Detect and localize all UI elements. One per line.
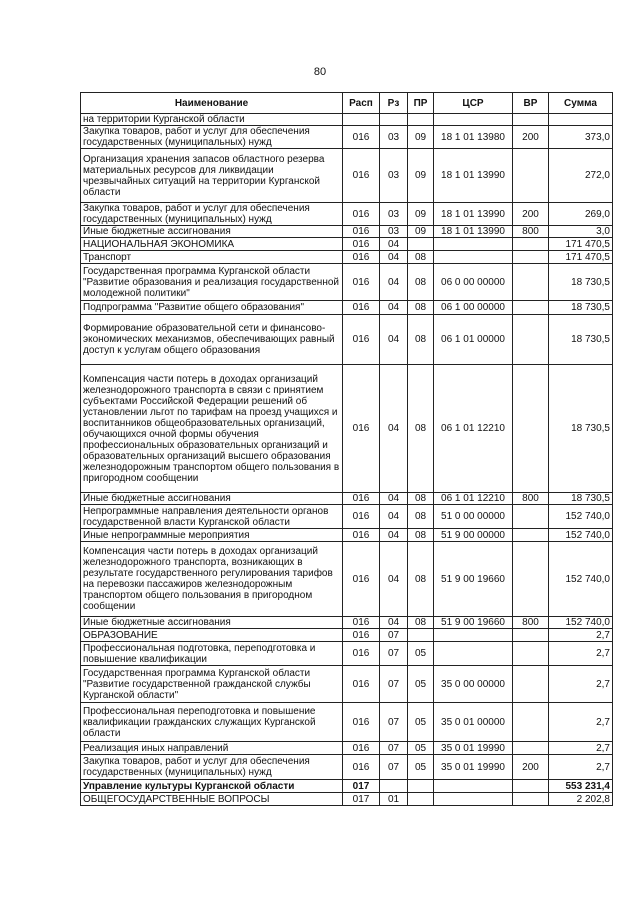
cell-csr <box>434 780 513 793</box>
cell-csr: 51 0 00 00000 <box>434 505 513 529</box>
cell-pr: 08 <box>408 365 434 493</box>
cell-name: Подпрограмма "Развитие общего образования" <box>81 301 343 315</box>
header-vr: ВР <box>513 93 549 114</box>
cell-vr <box>513 114 549 126</box>
cell-sum: 18 730,5 <box>549 365 613 493</box>
table-header-row <box>81 93 613 114</box>
cell-vr <box>513 542 549 617</box>
cell-sum: 2,7 <box>549 755 613 780</box>
cell-rasp: 016 <box>343 703 380 742</box>
cell-pr: 09 <box>408 226 434 238</box>
cell-rz: 07 <box>380 629 408 642</box>
cell-rasp: 016 <box>343 642 380 666</box>
table-row <box>81 251 613 264</box>
cell-vr <box>513 780 549 793</box>
cell-rasp: 016 <box>343 505 380 529</box>
cell-rz: 07 <box>380 666 408 703</box>
cell-vr <box>513 793 549 806</box>
table-row <box>81 238 613 251</box>
table-row <box>81 742 613 755</box>
table-row <box>81 114 613 126</box>
cell-pr <box>408 793 434 806</box>
cell-csr <box>434 642 513 666</box>
cell-csr: 35 0 01 19990 <box>434 755 513 780</box>
cell-pr: 05 <box>408 703 434 742</box>
cell-pr: 08 <box>408 493 434 505</box>
cell-rz: 04 <box>380 238 408 251</box>
cell-csr: 35 0 00 00000 <box>434 666 513 703</box>
cell-pr: 09 <box>408 126 434 149</box>
cell-pr <box>408 780 434 793</box>
cell-pr: 08 <box>408 542 434 617</box>
cell-vr <box>513 505 549 529</box>
cell-sum: 272,0 <box>549 149 613 203</box>
budget-table <box>80 92 613 806</box>
table-row <box>81 629 613 642</box>
cell-rasp: 016 <box>343 301 380 315</box>
header-pr: ПР <box>408 93 434 114</box>
cell-rz: 07 <box>380 642 408 666</box>
page-number: 80 <box>313 66 327 78</box>
cell-rz: 04 <box>380 365 408 493</box>
cell-csr: 18 1 01 13990 <box>434 203 513 226</box>
cell-csr: 06 0 00 00000 <box>434 264 513 301</box>
cell-rz: 04 <box>380 505 408 529</box>
cell-name: Управление культуры Курганской области <box>81 780 343 793</box>
table-row <box>81 264 613 301</box>
cell-name: Иные бюджетные ассигнования <box>81 493 343 505</box>
table-row <box>81 617 613 629</box>
table-row <box>81 642 613 666</box>
cell-name: Профессиональная переподготовка и повышение квалификации гражданских служащих Курганской области <box>81 703 343 742</box>
cell-pr: 08 <box>408 617 434 629</box>
cell-pr: 09 <box>408 149 434 203</box>
cell-vr <box>513 666 549 703</box>
cell-sum: 171 470,5 <box>549 251 613 264</box>
cell-rasp: 016 <box>343 542 380 617</box>
cell-rz: 07 <box>380 755 408 780</box>
cell-sum: 269,0 <box>549 203 613 226</box>
cell-csr: 06 1 01 12210 <box>434 493 513 505</box>
cell-name: Формирование образовательной сети и финансово-экономических механизмов, обеспечивающих равный доступ к услугам общего образования <box>81 315 343 365</box>
cell-rasp: 016 <box>343 251 380 264</box>
header-rasp: Расп <box>343 93 380 114</box>
cell-csr: 51 9 00 00000 <box>434 529 513 542</box>
cell-pr: 05 <box>408 642 434 666</box>
cell-csr <box>434 114 513 126</box>
cell-csr <box>434 793 513 806</box>
table-row <box>81 703 613 742</box>
cell-name: Закупка товаров, работ и услуг для обеспечения государственных (муниципальных) нужд <box>81 755 343 780</box>
cell-pr: 05 <box>408 755 434 780</box>
table-row <box>81 301 613 315</box>
cell-vr <box>513 742 549 755</box>
cell-name: Иные бюджетные ассигнования <box>81 617 343 629</box>
cell-vr <box>513 629 549 642</box>
cell-name: Государственная программа Курганской области "Развитие образования и реализация государственной молодежной политики" <box>81 264 343 301</box>
cell-csr: 35 0 01 00000 <box>434 703 513 742</box>
cell-rasp: 016 <box>343 238 380 251</box>
cell-rz: 07 <box>380 742 408 755</box>
cell-rasp: 016 <box>343 226 380 238</box>
cell-csr: 06 1 00 00000 <box>434 301 513 315</box>
cell-pr: 08 <box>408 505 434 529</box>
cell-rz: 04 <box>380 301 408 315</box>
header-csr: ЦСР <box>434 93 513 114</box>
cell-name: Государственная программа Курганской области "Развитие государственной гражданской службы Курганской области" <box>81 666 343 703</box>
cell-csr: 06 1 01 12210 <box>434 365 513 493</box>
cell-csr: 18 1 01 13980 <box>434 126 513 149</box>
cell-sum: 18 730,5 <box>549 264 613 301</box>
cell-rasp: 016 <box>343 264 380 301</box>
cell-vr <box>513 264 549 301</box>
cell-rz: 04 <box>380 542 408 617</box>
cell-vr: 200 <box>513 126 549 149</box>
table-row <box>81 505 613 529</box>
cell-rz: 07 <box>380 703 408 742</box>
cell-vr: 200 <box>513 755 549 780</box>
cell-rasp: 016 <box>343 617 380 629</box>
cell-name: Иные непрограммные мероприятия <box>81 529 343 542</box>
cell-csr <box>434 238 513 251</box>
table-row <box>81 666 613 703</box>
table-body <box>81 114 613 806</box>
cell-sum: 152 740,0 <box>549 617 613 629</box>
table-row <box>81 365 613 493</box>
cell-sum: 18 730,5 <box>549 315 613 365</box>
cell-vr <box>513 251 549 264</box>
cell-rasp: 016 <box>343 149 380 203</box>
cell-rasp: 016 <box>343 629 380 642</box>
cell-rasp: 016 <box>343 666 380 703</box>
cell-vr: 800 <box>513 226 549 238</box>
cell-csr: 51 9 00 19660 <box>434 617 513 629</box>
cell-vr: 800 <box>513 493 549 505</box>
cell-rz: 04 <box>380 251 408 264</box>
cell-rz <box>380 114 408 126</box>
cell-name: Закупка товаров, работ и услуг для обеспечения государственных (муниципальных) нужд <box>81 203 343 226</box>
table-row <box>81 126 613 149</box>
cell-name: Компенсация части потерь в доходах организаций железнодорожного транспорта, возникающих в результате государственного регулирования тарифов на перевозки пассажиров железнодорожным транспортом общего пользования в пригородном сообщении <box>81 542 343 617</box>
cell-rz: 04 <box>380 493 408 505</box>
cell-rz: 03 <box>380 203 408 226</box>
cell-name: ОБЩЕГОСУДАРСТВЕННЫЕ ВОПРОСЫ <box>81 793 343 806</box>
cell-csr: 18 1 01 13990 <box>434 149 513 203</box>
cell-sum: 152 740,0 <box>549 529 613 542</box>
cell-rz: 03 <box>380 149 408 203</box>
cell-name: Иные бюджетные ассигнования <box>81 226 343 238</box>
cell-pr: 08 <box>408 315 434 365</box>
cell-vr: 800 <box>513 617 549 629</box>
header-sum: Сумма <box>549 93 613 114</box>
cell-pr: 08 <box>408 529 434 542</box>
table-row <box>81 780 613 793</box>
cell-vr <box>513 529 549 542</box>
cell-name: Организация хранения запасов областного резерва материальных ресурсов для ликвидации чрезвычайных ситуаций на территории Курганской области <box>81 149 343 203</box>
cell-rz: 04 <box>380 315 408 365</box>
cell-name: Транспорт <box>81 251 343 264</box>
cell-rz: 03 <box>380 126 408 149</box>
cell-rasp: 016 <box>343 315 380 365</box>
cell-rasp: 016 <box>343 742 380 755</box>
cell-sum: 373,0 <box>549 126 613 149</box>
cell-sum: 2,7 <box>549 666 613 703</box>
cell-rasp: 016 <box>343 755 380 780</box>
cell-rz: 04 <box>380 264 408 301</box>
cell-sum: 2,7 <box>549 629 613 642</box>
table-row <box>81 793 613 806</box>
cell-vr: 200 <box>513 203 549 226</box>
cell-vr <box>513 238 549 251</box>
table-row <box>81 529 613 542</box>
cell-rasp: 016 <box>343 493 380 505</box>
cell-rasp: 016 <box>343 126 380 149</box>
table-row <box>81 315 613 365</box>
cell-name: НАЦИОНАЛЬНАЯ ЭКОНОМИКА <box>81 238 343 251</box>
cell-vr <box>513 301 549 315</box>
cell-sum: 18 730,5 <box>549 493 613 505</box>
cell-rasp: 017 <box>343 780 380 793</box>
cell-rz: 04 <box>380 529 408 542</box>
cell-name: Профессиональная подготовка, переподготовка и повышение квалификации <box>81 642 343 666</box>
table-row <box>81 493 613 505</box>
table-row <box>81 226 613 238</box>
cell-sum: 3,0 <box>549 226 613 238</box>
cell-csr: 18 1 01 13990 <box>434 226 513 238</box>
table-row <box>81 149 613 203</box>
cell-pr <box>408 629 434 642</box>
header-name: Наименование <box>81 93 343 114</box>
cell-name: Реализация иных направлений <box>81 742 343 755</box>
table-row <box>81 542 613 617</box>
cell-name: на территории Курганской области <box>81 114 343 126</box>
cell-vr <box>513 365 549 493</box>
cell-sum: 152 740,0 <box>549 505 613 529</box>
cell-sum: 18 730,5 <box>549 301 613 315</box>
cell-csr <box>434 629 513 642</box>
cell-pr: 08 <box>408 251 434 264</box>
cell-rasp: 016 <box>343 203 380 226</box>
cell-csr: 06 1 01 00000 <box>434 315 513 365</box>
cell-rz: 01 <box>380 793 408 806</box>
cell-vr <box>513 703 549 742</box>
cell-name: Компенсация части потерь в доходах организаций железнодорожного транспорта в связи с принятием субъектами Российской Федерации решений об установлении льгот по тарифам на проезд учащихся и воспитанников общеобразовательных организаций, обучающихся очной формы обучения профессиональных образовательных организаций и образовательных организаций высшего образования железнодорожным транспортом общего пользования в пригородном сообщении <box>81 365 343 493</box>
cell-name: ОБРАЗОВАНИЕ <box>81 629 343 642</box>
cell-pr: 09 <box>408 203 434 226</box>
cell-rz: 03 <box>380 226 408 238</box>
cell-pr <box>408 114 434 126</box>
cell-rz <box>380 780 408 793</box>
cell-vr <box>513 149 549 203</box>
cell-pr: 05 <box>408 742 434 755</box>
cell-rasp: 017 <box>343 793 380 806</box>
cell-sum: 2,7 <box>549 642 613 666</box>
cell-rasp <box>343 114 380 126</box>
cell-sum: 152 740,0 <box>549 542 613 617</box>
cell-sum <box>549 114 613 126</box>
cell-sum: 2,7 <box>549 703 613 742</box>
table-row <box>81 755 613 780</box>
cell-pr <box>408 238 434 251</box>
cell-name: Закупка товаров, работ и услуг для обеспечения государственных (муниципальных) нужд <box>81 126 343 149</box>
cell-sum: 553 231,4 <box>549 780 613 793</box>
cell-sum: 171 470,5 <box>549 238 613 251</box>
cell-csr <box>434 251 513 264</box>
cell-csr: 35 0 01 19990 <box>434 742 513 755</box>
table-row <box>81 203 613 226</box>
cell-rasp: 016 <box>343 529 380 542</box>
cell-sum: 2,7 <box>549 742 613 755</box>
cell-pr: 08 <box>408 264 434 301</box>
cell-name: Непрограммные направления деятельности органов государственной власти Курганской области <box>81 505 343 529</box>
cell-csr: 51 9 00 19660 <box>434 542 513 617</box>
cell-vr <box>513 642 549 666</box>
cell-pr: 05 <box>408 666 434 703</box>
cell-sum: 2 202,8 <box>549 793 613 806</box>
cell-vr <box>513 315 549 365</box>
cell-rz: 04 <box>380 617 408 629</box>
header-rz: Рз <box>380 93 408 114</box>
cell-pr: 08 <box>408 301 434 315</box>
cell-rasp: 016 <box>343 365 380 493</box>
